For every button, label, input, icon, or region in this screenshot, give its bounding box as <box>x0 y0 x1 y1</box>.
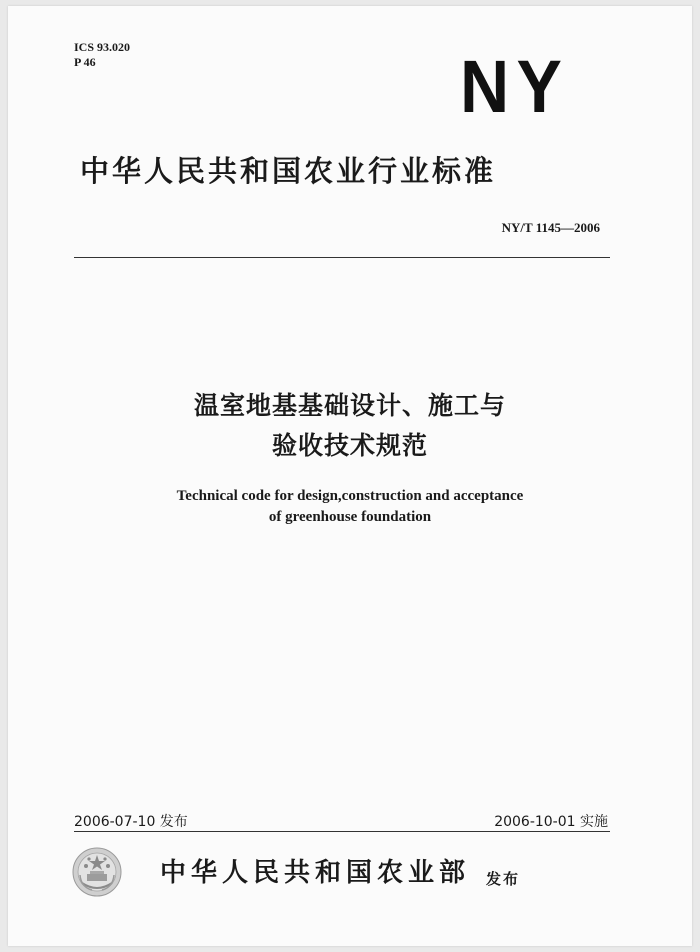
classification-block <box>74 40 130 70</box>
top-divider <box>74 257 610 258</box>
document-title-cn <box>8 386 692 466</box>
title-en-line-1: Technical code for design,construction and acceptance <box>176 488 524 504</box>
implementation-date: 2006-10-01 实施 <box>494 814 608 830</box>
title-en-line-2: of greenhouse foundation <box>268 509 432 525</box>
standard-title: 中华人民共和国农业行业标准 <box>80 154 497 188</box>
national-emblem-icon <box>72 847 122 897</box>
issue-date: 2006-07-10 发布 <box>74 814 188 830</box>
bottom-divider <box>74 831 610 832</box>
standard-number: NY/T 1145—2006 <box>501 220 600 235</box>
title-cn-line-2: 验收技术规范 <box>271 431 428 460</box>
document-page <box>8 6 692 946</box>
title-cn-line-1: 温室地基基础设计、施工与 <box>193 391 506 420</box>
category-code: P 46 <box>74 55 96 69</box>
document-title-en <box>8 486 692 528</box>
ics-code: ICS 93.020 <box>74 40 131 54</box>
ny-logo: NY <box>460 45 570 128</box>
publish-label: 发布 <box>486 870 521 888</box>
publisher-name: 中华人民共和国农业部 <box>160 858 471 888</box>
